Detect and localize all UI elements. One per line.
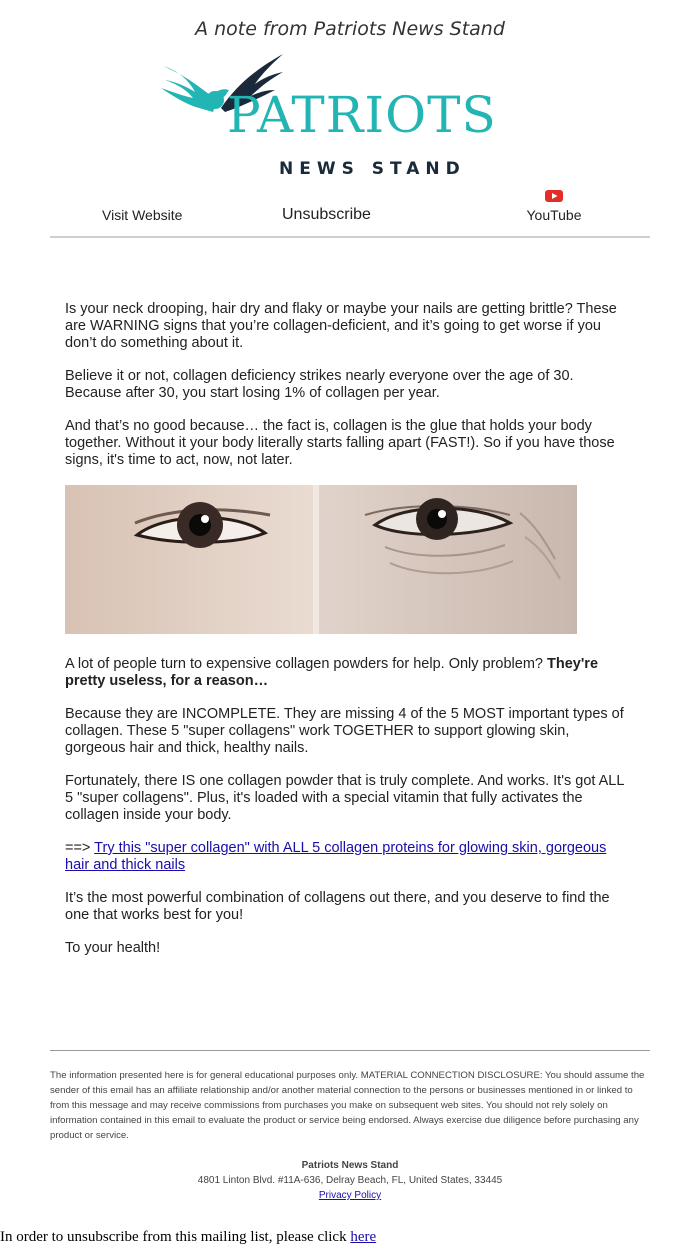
unsubscribe-here-link[interactable]: here [350,1229,377,1245]
disclaimer-text: The information presented here is for general educational purposes only. MATERIAL CONNECTION DISCLOSURE: You should assume the sender of this email has an affiliate relationship and/or another material connection to the persons or businesses mentioned in or linked to from this message and may receive commissions from purchases you make on subsequent web sites. You should not rely solely on information contained in this email to evaluate the product or service being endorsed. Always exercise due diligence before purchasing any product or service. [50,1070,645,1141]
youtube-label: YouTube [526,207,582,223]
cta-link[interactable]: Try this "super collagen" with ALL 5 collagen proteins for glowing skin, gorgeous hair and thick nails [65,840,607,873]
body-paragraph-4-bold: They're pretty useless, for a reason… [65,656,599,689]
body-paragraph-7: It’s the most powerful combination of collagens out there, and you deserve to find the one that works best for you! [65,890,610,923]
body-paragraph-6: Fortunately, there IS one collagen powder that is truly complete. And works. It's got ALL 5 "super collagens". Plus, it's loaded with a special vitamin that fully activates the collagen inside your body. [65,773,624,823]
unsubscribe-footer-text: In order to unsubscribe from this mailing list, please click [0,1229,351,1245]
email-body [65,301,625,973]
header-divider [50,236,650,238]
body-paragraph-5: Because they are INCOMPLETE. They are missing 4 of the 5 MOST important types of collagen. These 5 "super collagens" work TOGETHER to support glowing skin, gorgeous hair and thick, healthy nails. [65,706,624,756]
patriots-logo [155,52,555,182]
note-header: A note from Patriots News Stand [195,18,505,40]
footer-divider [50,1050,650,1051]
body-paragraph-1: Is your neck drooping, hair dry and flaky or maybe your nails are getting brittle? These are WARNING signs that you’re collagen-deficient, and it’s going to get worse if you don’t do something about it. [65,301,617,351]
cta-prefix: ==> [65,840,95,856]
young-old-eyes-image [65,485,577,634]
company-name: Patriots News Stand [301,1160,399,1171]
youtube-link[interactable] [520,190,588,223]
sign-off: To your health! [65,940,161,956]
company-info [0,1158,700,1203]
visit-website-link[interactable]: Visit Website [102,207,183,223]
body-paragraph-2: Believe it or not, collagen deficiency strikes nearly everyone over the age of 30. Because after 30, you start losing 1% of collagen per year. [65,368,574,401]
cta-paragraph [65,840,625,874]
privacy-policy-link[interactable]: Privacy Policy [318,1190,382,1201]
body-paragraph-4 [65,656,625,690]
logo-wordmark: PATRIOTS [227,86,497,144]
company-address: 4801 Linton Blvd. #11A-636, Delray Beach, FL, United States, 33445 [197,1175,503,1186]
youtube-icon [545,190,563,202]
unsubscribe-link[interactable]: Unsubscribe [282,206,371,223]
body-paragraph-4-text: A lot of people turn to expensive collagen powders for help. Only problem? [65,656,548,672]
top-nav [50,190,650,236]
body-paragraph-3: And that’s no good because… the fact is, collagen is the glue that holds your body together. Without it your body literally starts falling apart (FAST!). So if you have those signs, it's time to act, now, not later. [65,418,615,468]
unsubscribe-footer [0,1229,376,1246]
logo-subtitle: NEWS STAND [279,159,466,179]
